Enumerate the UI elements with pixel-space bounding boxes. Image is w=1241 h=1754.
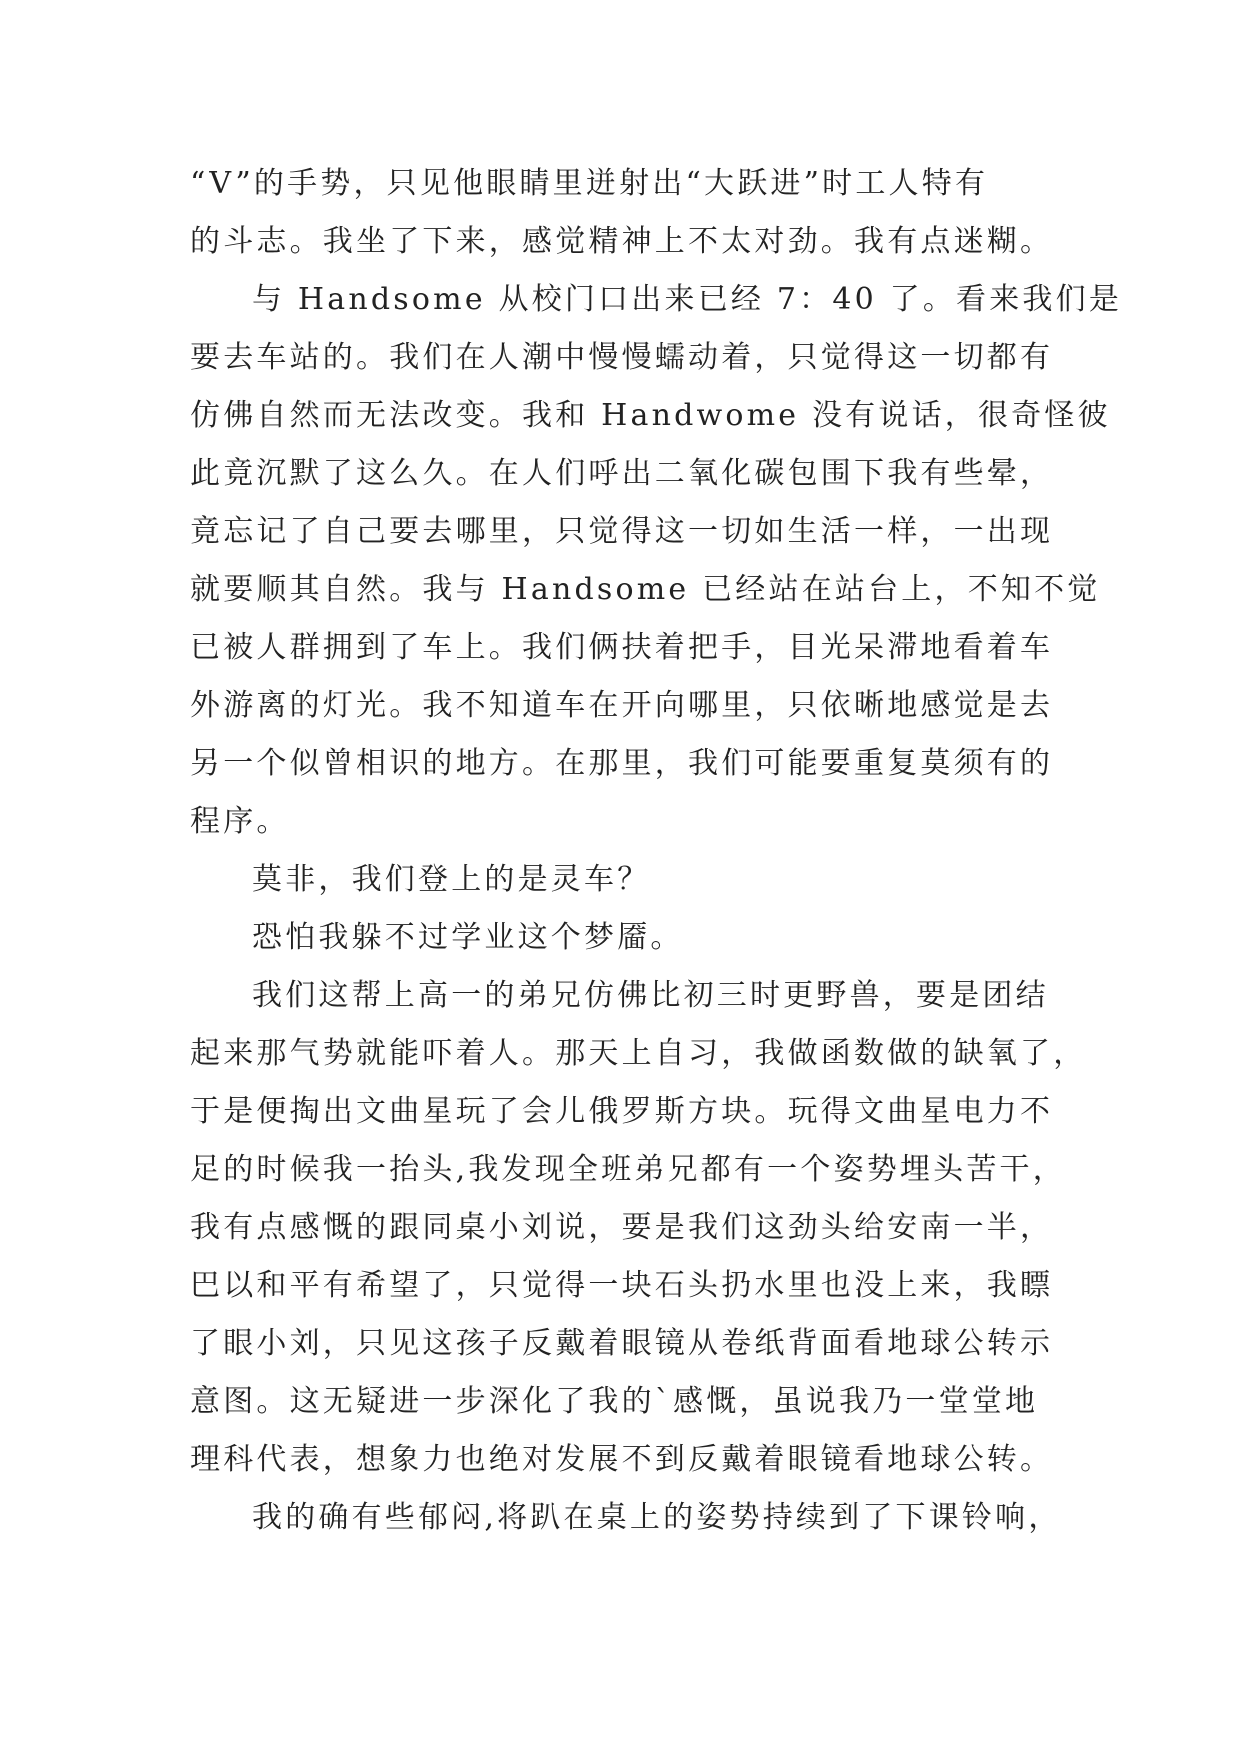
text-line: 仿佛自然而无法改变。我和 Handwome 没有说话，很奇怪彼	[190, 398, 1111, 433]
text-line: 我有点感慨的跟同桌小刘说，要是我们这劲头给安南一半，	[190, 1210, 1054, 1245]
text-line: 莫非，我们登上的是灵车？	[252, 862, 651, 897]
text-line: 就要顺其自然。我与 Handsome 已经站在站台上，不知不觉	[190, 572, 1101, 607]
text-line: 足的时候我一抬头,我发现全班弟兄都有一个姿势埋头苦干，	[190, 1152, 1066, 1187]
text-line: 程序。	[190, 804, 290, 839]
text-line: 此竟沉默了这么久。在人们呼出二氧化碳包围下我有些晕，	[190, 456, 1054, 491]
text-line: 要去车站的。我们在人潮中慢慢蠕动着，只觉得这一切都有	[190, 340, 1054, 375]
text-line: 已被人群拥到了车上。我们俩扶着把手，目光呆滞地看着车	[190, 630, 1054, 665]
text-line: 理科代表，想象力也绝对发展不到反戴着眼镜看地球公转。	[190, 1442, 1054, 1477]
text-line: 意图。这无疑进一步深化了我的`感慨，虽说我乃一堂堂地	[190, 1384, 1039, 1419]
body-text	[190, 155, 1123, 1547]
text-line: 的斗志。我坐了下来，感觉精神上不太对劲。我有点迷糊。	[190, 224, 1054, 259]
text-line: 恐怕我躲不过学业这个梦靥。	[252, 920, 684, 955]
text-line: 巴以和平有希望了，只觉得一块石头扔水里也没上来，我瞟	[190, 1268, 1054, 1303]
text-line: 另一个似曾相识的地方。在那里，我们可能要重复莫须有的	[190, 746, 1054, 781]
text-line: 了眼小刘，只见这孩子反戴着眼镜从卷纸背面看地球公转示	[190, 1326, 1054, 1361]
text-line: 起来那气势就能吓着人。那天上自习，我做函数做的缺氧了，	[190, 1036, 1087, 1071]
text-line: 我的确有些郁闷,将趴在桌上的姿势持续到了下课铃响，	[252, 1500, 1062, 1535]
text-line: 外游离的灯光。我不知道车在开向哪里，只依晰地感觉是去	[190, 688, 1054, 723]
text-line: 于是便掏出文曲星玩了会儿俄罗斯方块。玩得文曲星电力不	[190, 1094, 1054, 1129]
text-line: 与 Handsome 从校门口出来已经 7：40 了。看来我们是	[252, 282, 1123, 317]
text-line: 竟忘记了自己要去哪里，只觉得这一切如生活一样，一出现	[190, 514, 1054, 549]
text-line: “V”的手势，只见他眼睛里迸射出“大跃进”时工人特有	[190, 166, 989, 201]
text-line: 我们这帮上高一的弟兄仿佛比初三时更野兽，要是团结	[252, 978, 1049, 1013]
